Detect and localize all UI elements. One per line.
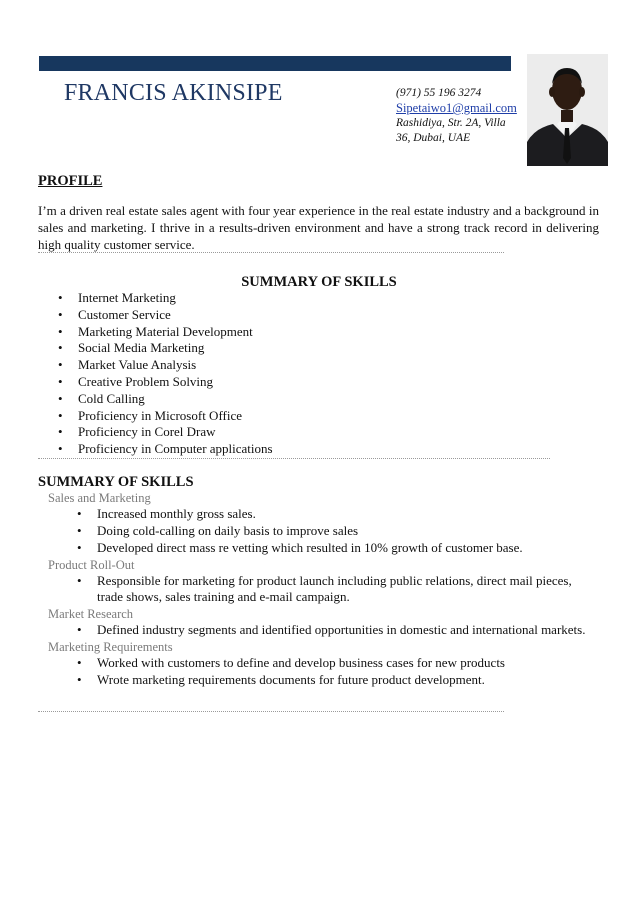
profile-photo [527,54,608,166]
phone-number: (971) 55 196 3274 [396,87,482,99]
experience-heading: SUMMARY OF SKILLS [38,474,194,490]
email-link[interactable]: Sipetaiwo1@gmail.com [396,101,517,115]
experience-section [36,490,596,689]
achievement-item: • Developed direct mass re vetting which resulted in 10% growth of customer base. [77,540,596,556]
achievement-item: • Defined industry segments and identified opportunities in domestic and international markets. [77,622,596,638]
skill-item: • Customer Service [58,307,273,324]
achievement-item: • Worked with customers to define and develop business cases for new products [77,655,596,671]
skill-item: • Proficiency in Microsoft Office [58,408,273,425]
header-accent-bar [39,56,511,71]
divider [38,252,504,253]
achievement-item: • Doing cold-calling on daily basis to improve sales [77,523,596,539]
achievement-list [77,573,596,605]
candidate-name: FRANCIS AKINSIPE [64,80,283,106]
skill-item: • Marketing Material Development [58,324,273,341]
divider [38,458,550,459]
skill-item: • Cold Calling [58,391,273,408]
skill-item: • Market Value Analysis [58,357,273,374]
achievement-list [77,655,596,688]
category-title: Sales and Marketing [48,491,151,505]
skill-item: • Proficiency in Computer applications [58,441,273,458]
category-title: Product Roll-Out [48,558,135,572]
category-title: Marketing Requirements [48,640,173,654]
skills-list [58,290,273,458]
skill-item: • Creative Problem Solving [58,374,273,391]
achievement-list [77,622,596,638]
profile-heading: PROFILE [38,173,103,189]
contact-block [396,86,522,146]
category-title: Market Research [48,607,134,621]
skill-item: • Internet Marketing [58,290,273,307]
skill-item: • Social Media Marketing [58,340,273,357]
address: Rashidiya, Str. 2A, Villa 36, Dubai, UAE [396,117,506,144]
achievement-list [77,506,596,556]
portrait-image [527,54,608,166]
skill-item: • Proficiency in Corel Draw [58,424,273,441]
divider [38,711,504,712]
skills-heading: SUMMARY OF SKILLS [241,274,397,290]
achievement-item: • Increased monthly gross sales. [77,506,596,522]
achievement-item: • Responsible for marketing for product launch including public relations, direct mail pieces, trade shows, sales training and e-mail campaign. [77,573,596,605]
profile-text: I’m a driven real estate sales agent with four year experience in the real estate industry and a background in sales and marketing. I thrive in a results-driven environment and have a strong track record in delivering high quality customer service. [38,203,599,252]
achievement-item: • Wrote marketing requirements documents for future product development. [77,672,596,688]
